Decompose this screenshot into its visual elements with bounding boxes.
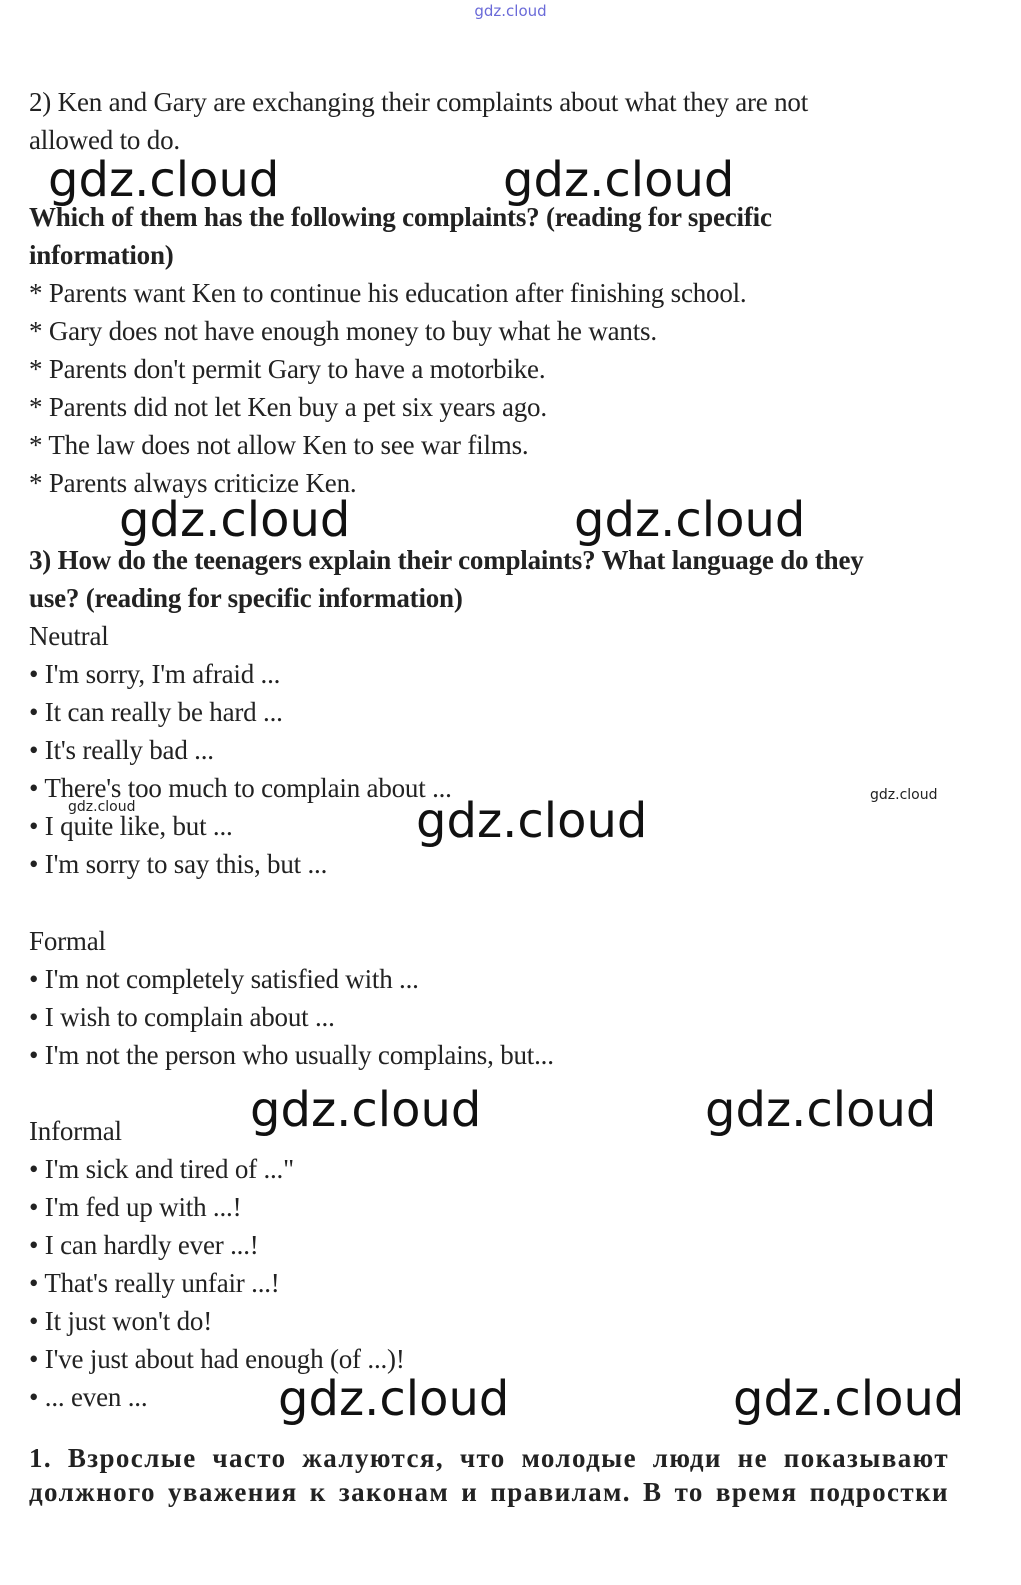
informal-heading: Informal bbox=[29, 1116, 122, 1146]
formal-item: • I'm not the person who usually complains, but... bbox=[29, 1040, 554, 1070]
neutral-item: • I quite like, but ... bbox=[29, 811, 233, 841]
task3-question-line2: use? (reading for specific information) bbox=[29, 583, 463, 613]
task3-question-line1: 3) How do the teenagers explain their complaints? What language do they bbox=[29, 545, 864, 575]
answer-line1: 1. Взрослые часто жалуются, что молодые люди не показывают bbox=[29, 1443, 949, 1473]
neutral-heading: Neutral bbox=[29, 621, 109, 651]
informal-item: • ... even ... bbox=[29, 1382, 148, 1412]
formal-heading: Formal bbox=[29, 926, 106, 956]
watermark: gdz.cloud bbox=[48, 152, 280, 208]
watermark: gdz.cloud bbox=[705, 1082, 937, 1138]
task2-item: * Parents don't permit Gary to have a motorbike. bbox=[29, 354, 546, 384]
neutral-item: • It's really bad ... bbox=[29, 735, 214, 765]
watermark: gdz.cloud bbox=[503, 152, 735, 208]
watermark: gdz.cloud bbox=[250, 1082, 482, 1138]
task2-item: * Parents want Ken to continue his education after finishing school. bbox=[29, 278, 747, 308]
neutral-item: • I'm sorry to say this, but ... bbox=[29, 849, 328, 879]
informal-item: • I can hardly ever ...! bbox=[29, 1230, 259, 1260]
informal-item: • It just won't do! bbox=[29, 1306, 213, 1336]
watermark: gdz.cloud bbox=[574, 492, 806, 548]
watermark: gdz.cloud bbox=[278, 1371, 510, 1427]
watermark: gdz.cloud bbox=[416, 793, 648, 849]
watermark-small: gdz.cloud bbox=[68, 799, 136, 815]
task2-question-line1: Which of them has the following complaints? (reading for specific bbox=[29, 202, 772, 232]
watermark-small: gdz.cloud bbox=[870, 787, 938, 803]
watermark-top: gdz.cloud bbox=[474, 2, 547, 20]
formal-item: • I wish to complain about ... bbox=[29, 1002, 335, 1032]
neutral-item: • I'm sorry, I'm afraid ... bbox=[29, 659, 281, 689]
task2-item: * Gary does not have enough money to buy what he wants. bbox=[29, 316, 657, 346]
informal-item: • I'm fed up with ...! bbox=[29, 1192, 242, 1222]
informal-item: • I've just about had enough (of ...)! bbox=[29, 1344, 405, 1374]
watermark: gdz.cloud bbox=[119, 492, 351, 548]
watermark: gdz.cloud bbox=[733, 1371, 965, 1427]
task2-intro-line1: 2) Ken and Gary are exchanging their complaints about what they are not bbox=[29, 87, 809, 117]
neutral-item: • There's too much to complain about ... bbox=[29, 773, 452, 803]
task2-intro-line2: allowed to do. bbox=[29, 125, 180, 155]
informal-item: • That's really unfair ...! bbox=[29, 1268, 280, 1298]
formal-item: • I'm not completely satisfied with ... bbox=[29, 964, 419, 994]
task2-question-line2: information) bbox=[29, 240, 174, 270]
informal-item: • I'm sick and tired of ..." bbox=[29, 1154, 294, 1184]
task2-item: * Parents did not let Ken buy a pet six years ago. bbox=[29, 392, 547, 422]
task2-item: * Parents always criticize Ken. bbox=[29, 468, 357, 498]
neutral-item: • It can really be hard ... bbox=[29, 697, 283, 727]
task2-item: * The law does not allow Ken to see war films. bbox=[29, 430, 529, 460]
answer-line2: должного уважения к законам и правилам. В то время подростки bbox=[29, 1477, 949, 1507]
